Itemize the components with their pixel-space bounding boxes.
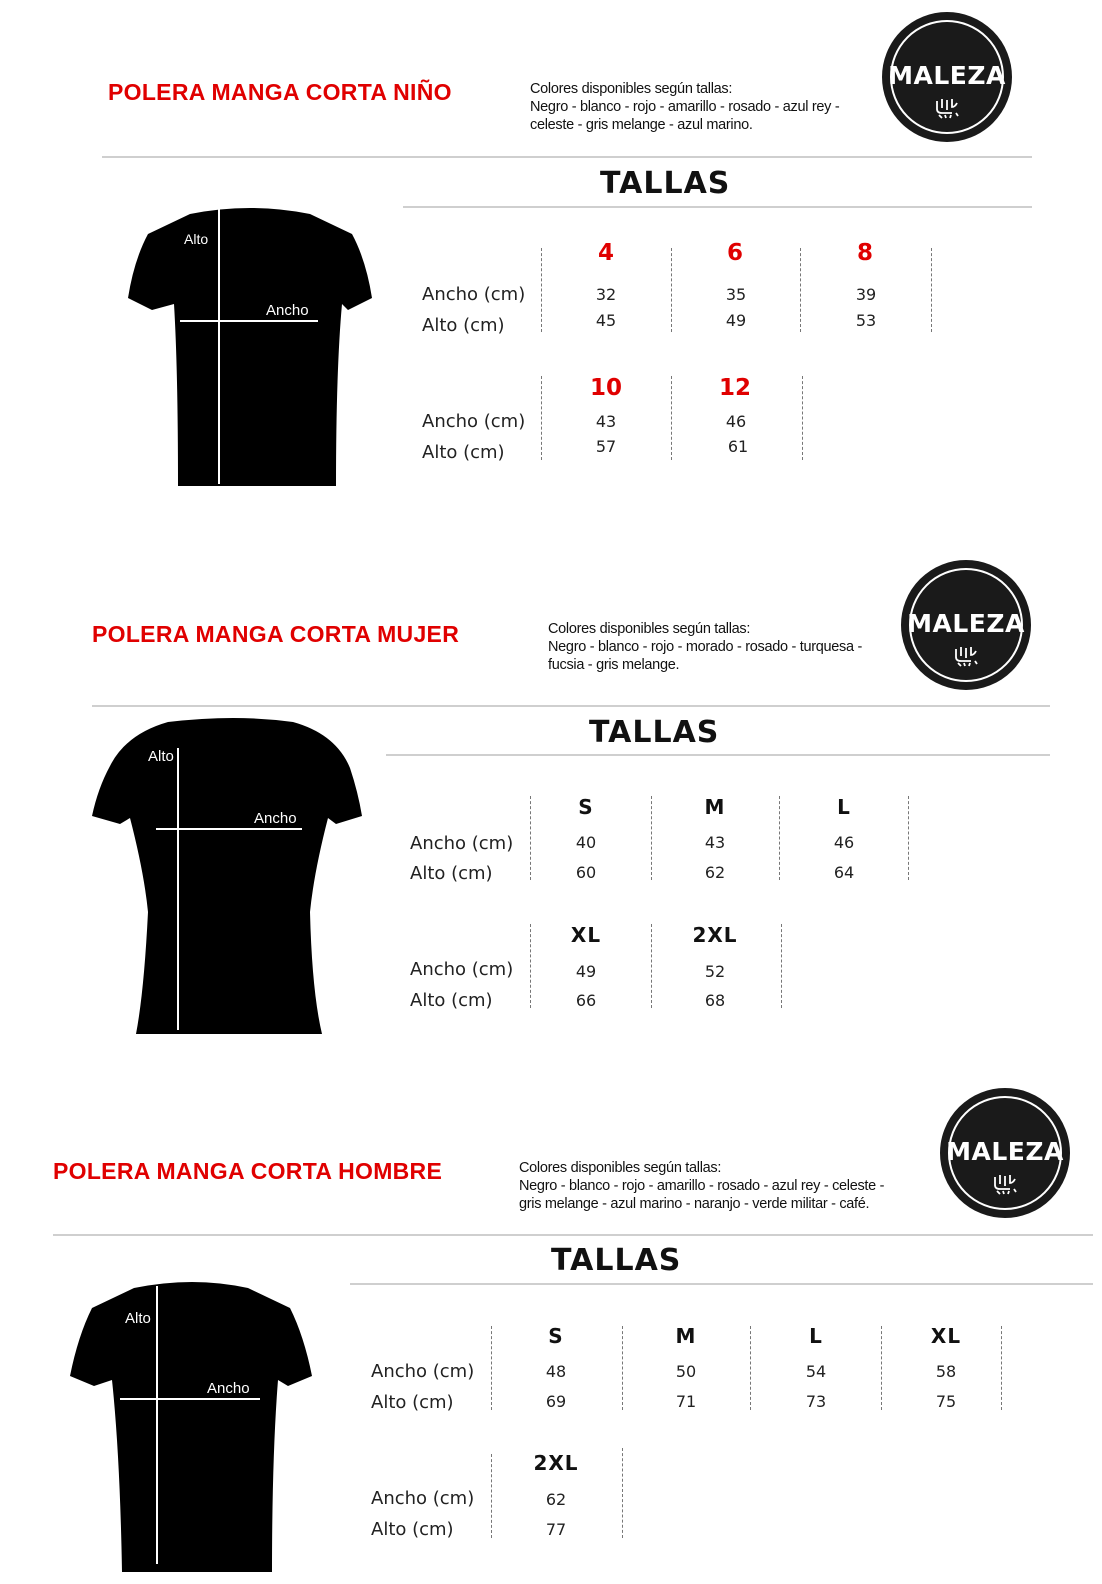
column-divider	[781, 924, 782, 1008]
column-divider	[750, 1326, 751, 1410]
logo-text: MALEZA	[907, 609, 1025, 638]
colors-line: Negro - blanco - rojo - morado - rosado - turquesa -	[548, 639, 863, 655]
alto-value: 68	[704, 991, 726, 1010]
size-label: 4	[597, 240, 614, 266]
available-colors	[530, 80, 910, 134]
ancho-value: 48	[545, 1362, 567, 1381]
colors-heading: Colores disponibles según tallas:	[548, 621, 751, 637]
plant-mark-icon	[933, 97, 961, 119]
plant-mark-icon	[991, 1173, 1019, 1195]
section-nino	[0, 0, 1102, 520]
size-label: S	[548, 1324, 564, 1348]
size-label: 12	[718, 375, 751, 401]
logo-text: MALEZA	[946, 1137, 1064, 1166]
alto-row-label: Alto (cm)	[410, 990, 493, 1011]
ancho-value: 32	[595, 285, 617, 304]
alto-value: 49	[725, 311, 747, 330]
alto-measure-line	[156, 1286, 158, 1564]
ancho-value: 43	[704, 833, 726, 852]
colors-line: fucsia - gris melange.	[548, 657, 680, 673]
ancho-measure-line	[180, 320, 318, 322]
size-label: 2XL	[692, 923, 738, 947]
column-divider	[491, 1326, 492, 1410]
divider	[386, 754, 1050, 756]
column-divider	[671, 376, 672, 460]
plant-mark-icon	[952, 645, 980, 667]
alto-row-label: Alto (cm)	[422, 442, 505, 463]
alto-value: 75	[935, 1392, 957, 1411]
alto-row-label: Alto (cm)	[410, 863, 493, 884]
size-label: XL	[930, 1324, 962, 1348]
mens-tshirt-diagram	[64, 1276, 318, 1572]
ancho-row-label: Ancho (cm)	[371, 1361, 475, 1382]
shirt-ancho-label: Ancho	[266, 302, 309, 319]
ancho-value: 62	[545, 1490, 567, 1509]
section-title: POLERA MANGA CORTA MUJER	[92, 621, 460, 647]
available-colors	[548, 620, 928, 674]
column-divider	[779, 796, 780, 880]
section-hombre	[0, 1070, 1102, 1584]
ancho-measure-line	[120, 1398, 260, 1400]
column-divider	[622, 1448, 623, 1538]
alto-row-label: Alto (cm)	[371, 1392, 454, 1413]
alto-value: 71	[675, 1392, 697, 1411]
size-label: M	[704, 795, 726, 819]
colors-line: gris melange - azul marino - naranjo - verde militar - café.	[519, 1196, 870, 1212]
size-label: M	[675, 1324, 697, 1348]
column-divider	[671, 248, 672, 332]
womens-tshirt-diagram	[88, 712, 368, 1038]
tallas-heading: TALLAS	[551, 1243, 682, 1278]
colors-line: Negro - blanco - rojo - amarillo - rosado - azul rey -	[530, 99, 840, 115]
logo-text: MALEZA	[888, 61, 1006, 90]
size-label: L	[837, 795, 851, 819]
section-title: POLERA MANGA CORTA NIÑO	[108, 79, 452, 105]
available-colors	[519, 1159, 939, 1213]
column-divider	[1001, 1326, 1002, 1410]
column-divider	[530, 796, 531, 880]
kids-tshirt-diagram	[120, 200, 380, 492]
ancho-measure-line	[156, 828, 302, 830]
shirt-ancho-label: Ancho	[207, 1380, 250, 1397]
section-mujer	[0, 540, 1102, 1060]
shirt-alto-label: Alto	[125, 1310, 151, 1327]
alto-value: 45	[595, 311, 617, 330]
column-divider	[800, 248, 801, 332]
divider	[102, 156, 1032, 158]
ancho-value: 43	[595, 412, 617, 431]
column-divider	[651, 796, 652, 880]
tallas-heading: TALLAS	[589, 715, 720, 750]
divider	[53, 1234, 1093, 1236]
alto-value: 61	[727, 437, 749, 456]
maleza-logo	[940, 1088, 1070, 1218]
ancho-row-label: Ancho (cm)	[371, 1488, 475, 1509]
ancho-value: 50	[675, 1362, 697, 1381]
maleza-logo	[882, 12, 1012, 142]
ancho-value: 52	[704, 962, 726, 981]
column-divider	[622, 1326, 623, 1410]
section-title: POLERA MANGA CORTA HOMBRE	[53, 1158, 443, 1184]
maleza-logo	[901, 560, 1031, 690]
alto-value: 77	[545, 1520, 567, 1539]
alto-value: 73	[805, 1392, 827, 1411]
colors-line: Negro - blanco - rojo - amarillo - rosado - azul rey - celeste -	[519, 1178, 885, 1194]
column-divider	[802, 376, 803, 460]
alto-value: 53	[855, 311, 877, 330]
size-label: 6	[726, 240, 743, 266]
ancho-value: 40	[575, 833, 597, 852]
ancho-value: 58	[935, 1362, 957, 1381]
shirt-alto-label: Alto	[148, 748, 174, 765]
ancho-value: 49	[575, 962, 597, 981]
size-label: 8	[856, 240, 873, 266]
alto-value: 69	[545, 1392, 567, 1411]
column-divider	[541, 376, 542, 460]
colors-heading: Colores disponibles según tallas:	[530, 81, 733, 97]
colors-heading: Colores disponibles según tallas:	[519, 1160, 722, 1176]
column-divider	[491, 1454, 492, 1538]
column-divider	[931, 248, 932, 332]
shirt-ancho-label: Ancho	[254, 810, 297, 827]
column-divider	[908, 796, 909, 880]
ancho-value: 46	[833, 833, 855, 852]
size-label: 2XL	[533, 1451, 579, 1475]
alto-measure-line	[218, 208, 220, 484]
colors-line: celeste - gris melange - azul marino.	[530, 117, 753, 133]
divider	[350, 1283, 1093, 1285]
ancho-value: 35	[725, 285, 747, 304]
ancho-value: 46	[725, 412, 747, 431]
ancho-value: 54	[805, 1362, 827, 1381]
size-label: XL	[570, 923, 602, 947]
tallas-heading: TALLAS	[600, 166, 731, 201]
ancho-row-label: Ancho (cm)	[422, 411, 526, 432]
alto-row-label: Alto (cm)	[371, 1519, 454, 1540]
alto-value: 57	[595, 437, 617, 456]
size-label: L	[809, 1324, 823, 1348]
divider	[92, 705, 1050, 707]
alto-row-label: Alto (cm)	[422, 315, 505, 336]
alto-value: 62	[704, 863, 726, 882]
divider	[403, 206, 1032, 208]
ancho-value: 39	[855, 285, 877, 304]
column-divider	[541, 248, 542, 332]
column-divider	[530, 924, 531, 1008]
alto-value: 66	[575, 991, 597, 1010]
ancho-row-label: Ancho (cm)	[410, 833, 514, 854]
shirt-alto-label: Alto	[184, 231, 209, 247]
alto-value: 60	[575, 863, 597, 882]
size-label: S	[578, 795, 594, 819]
alto-value: 64	[833, 863, 855, 882]
ancho-row-label: Ancho (cm)	[410, 959, 514, 980]
ancho-row-label: Ancho (cm)	[422, 284, 526, 305]
size-label: 10	[589, 375, 622, 401]
column-divider	[651, 924, 652, 1008]
column-divider	[881, 1326, 882, 1410]
alto-measure-line	[177, 748, 179, 1030]
